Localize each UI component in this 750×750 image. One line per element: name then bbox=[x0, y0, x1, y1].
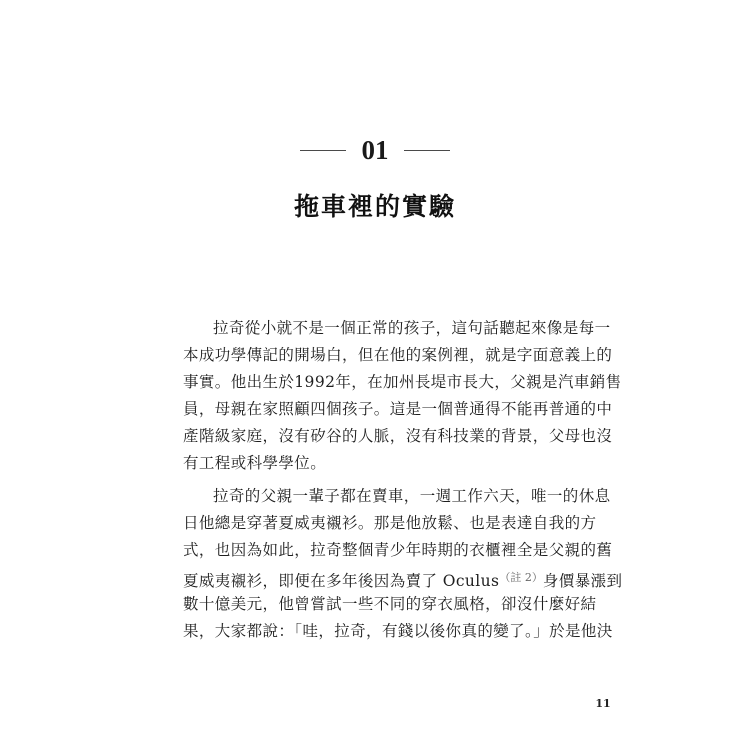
body-line: 事實。他出生於1992年，在加州長堤市長大，父親是汽車銷售 bbox=[183, 373, 622, 391]
body-line: 拉奇從小就不是一個正常的孩子，這句話聽起來像是每一 bbox=[213, 319, 611, 337]
body-line: 式，也因為如此，拉奇整個青少年時期的衣櫃裡全是父親的舊 bbox=[183, 541, 613, 559]
chapter-number: 01 bbox=[361, 135, 389, 165]
body-line: 產階級家庭，沒有矽谷的人脈，沒有科技業的背景，父母也沒 bbox=[183, 427, 613, 445]
body-line: 拉奇的父親一輩子都在賣車，一週工作六天，唯一的休息 bbox=[213, 487, 611, 505]
body-line: 數十億美元，他曾嘗試一些不同的穿衣風格，卻沒什麼好結 bbox=[183, 595, 597, 613]
page-number: 11 bbox=[595, 697, 611, 710]
body-line-with-note bbox=[183, 565, 623, 590]
body-line-text: 夏威夷襯衫，即便在多年後因為賣了 Oculus bbox=[183, 572, 500, 590]
body-line-text: 身價暴漲到 bbox=[542, 572, 623, 590]
body-line: 有工程或科學學位。 bbox=[183, 454, 327, 472]
body-line: 員，母親在家照顧四個孩子。這是一個普通得不能再普通的中 bbox=[183, 400, 613, 418]
footnote-ref: （註 2） bbox=[499, 571, 543, 584]
body-line: 本成功學傳記的開場白，但在他的案例裡，就是字面意義上的 bbox=[183, 346, 613, 364]
body-line: 果，大家都說：「哇，拉奇，有錢以後你真的變了。」於是他決 bbox=[183, 622, 613, 640]
body-line: 日他總是穿著夏威夷襯衫。那是他放鬆、也是表達自我的方 bbox=[183, 514, 597, 532]
chapter-title: 拖車裡的實驗 bbox=[293, 192, 456, 221]
